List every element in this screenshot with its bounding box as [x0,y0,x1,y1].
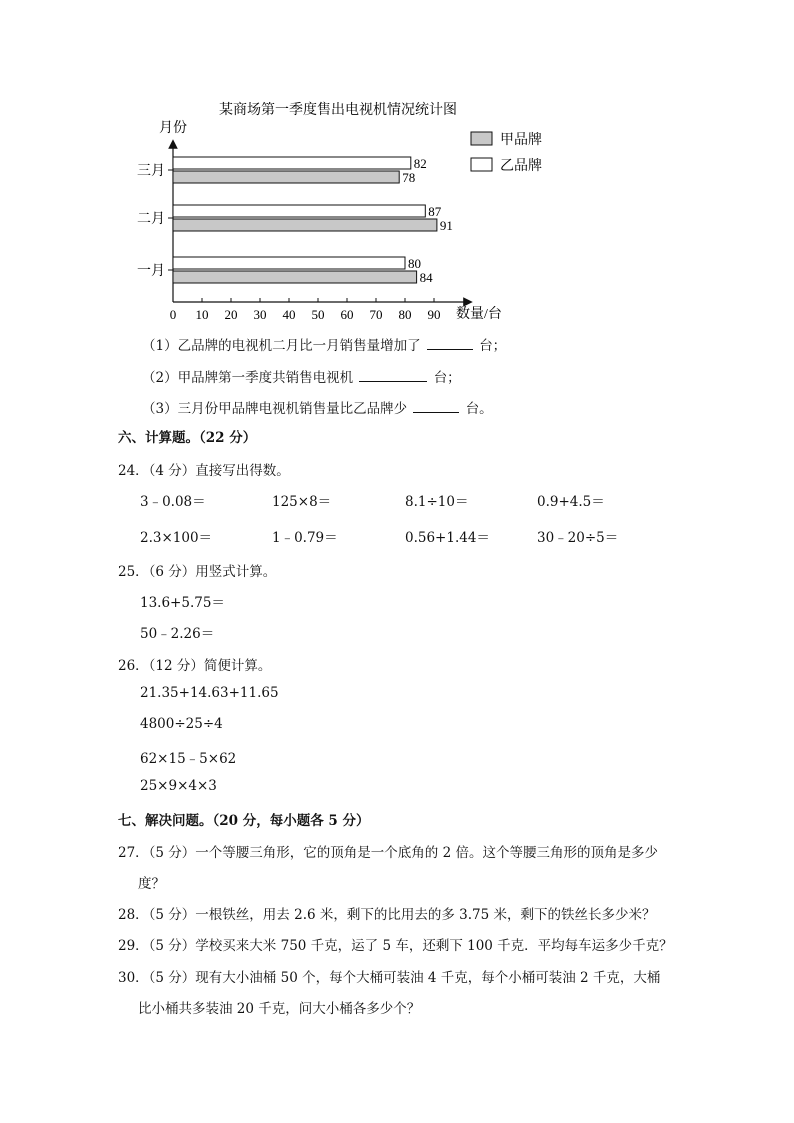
bar-value-label: 87 [428,204,442,219]
bar-jia-brand [173,171,399,183]
question-30-line-2: 比小桶共多装油 20 千克，问大小桶各多少个？ [138,1001,421,1017]
simplify-item: 4800÷25÷4 [140,716,223,732]
answer-blank[interactable] [413,400,459,413]
simplify-item: 62×15﹣5×62 [140,751,237,767]
question-24-title: 24．（4 分）直接写出得数。 [118,463,290,479]
vertical-calc-item: 13.6+5.75＝ [140,595,225,611]
section-6-heading: 六、计算题。（22 分） [118,430,257,446]
legend-swatch [471,158,492,171]
calc-item: 3﹣0.08＝ [140,494,206,510]
x-tick-label: 20 [224,307,238,322]
legend-label: 乙品牌 [500,159,542,174]
vertical-calc-item: 50﹣2.26＝ [140,626,215,642]
bar-value-label: 84 [419,270,433,285]
bar-yi-brand [173,257,405,269]
answer-blank[interactable] [427,337,473,350]
chart-legend [471,131,542,174]
question-30-line-1: 30．（5 分）现有大小油桶 50 个，每个大桶可装油 4 千克，每个小桶可装油 2 千克，大桶 [118,970,661,986]
calc-item: 30﹣20÷5＝ [537,530,619,546]
chart-question-2 [142,366,461,386]
x-tick-label: 0 [169,307,177,322]
calc-item: 125×8＝ [272,494,332,510]
question-unit: 台。 [465,401,493,417]
question-27-line-1: 27．（5 分）一个等腰三角形，它的顶角是一个底角的 2 倍。这个等腰三角形的顶角是多少 [118,845,658,861]
question-26-title: 26．（12 分）简便计算。 [118,658,272,674]
tv-sales-bar-chart [130,92,550,322]
bar-jia-brand [173,271,417,283]
calc-item: 8.1÷10＝ [405,494,469,510]
legend-label: 甲品牌 [500,133,542,148]
bar-yi-brand [173,205,425,217]
calc-item: 2.3×100＝ [140,530,213,546]
x-tick-label: 50 [311,307,325,322]
calc-item: 0.56+1.44＝ [405,530,490,546]
category-label: 二月 [137,212,165,227]
x-tick-label: 90 [427,307,441,322]
answer-blank[interactable] [359,369,427,382]
bar-yi-brand [173,157,411,169]
category-label: 三月 [137,164,165,179]
question-unit: 台； [433,370,461,386]
x-axis-label: 数量/台 [456,307,502,322]
question-28: 28．（5 分）一根铁丝，用去 2.6 米，剩下的比用去的多 3.75 米，剩下的铁丝长多少米？ [118,907,656,923]
category-label: 一月 [137,264,165,279]
question-27-line-2: 度？ [138,876,165,892]
question-text: （2）甲品牌第一季度共销售电视机 [142,370,354,386]
x-tick-label: 10 [195,307,209,322]
bar-value-label: 80 [408,256,421,271]
simplify-item: 21.35+14.63+11.65 [140,685,279,701]
bar-value-label: 78 [402,170,416,185]
chart-question-1 [142,334,506,354]
bar-value-label: 82 [413,156,427,171]
bar-jia-brand [173,219,437,231]
y-axis-label: 月份 [159,121,187,136]
question-25-title: 25．（6 分）用竖式计算。 [118,564,277,580]
calc-item: 1﹣0.79＝ [272,530,338,546]
question-text: （1）乙品牌的电视机二月比一月销售量增加了 [142,338,421,354]
x-tick-label: 70 [369,307,383,322]
legend-swatch [471,132,492,145]
bar-value-label: 91 [439,218,453,233]
question-29: 29．（5 分）学校买来大米 750 千克，运了 5 车，还剩下 100 千克．平均每车运多少千克？ [118,938,673,954]
calc-item: 0.9+4.5＝ [537,494,605,510]
question-unit: 台； [479,338,507,354]
question-text: （3）三月份甲品牌电视机销售量比乙品牌少 [142,401,408,417]
x-tick-label: 60 [340,307,354,322]
chart-question-3 [142,397,493,417]
chart-title: 某商场第一季度售出电视机情况统计图 [219,103,457,118]
section-7-heading: 七、解决问题。（20 分，每小题各 5 分） [118,813,370,829]
x-tick-label: 40 [282,307,296,322]
x-tick-label: 30 [253,307,267,322]
x-tick-label: 80 [398,307,412,322]
simplify-item: 25×9×4×3 [140,778,217,794]
